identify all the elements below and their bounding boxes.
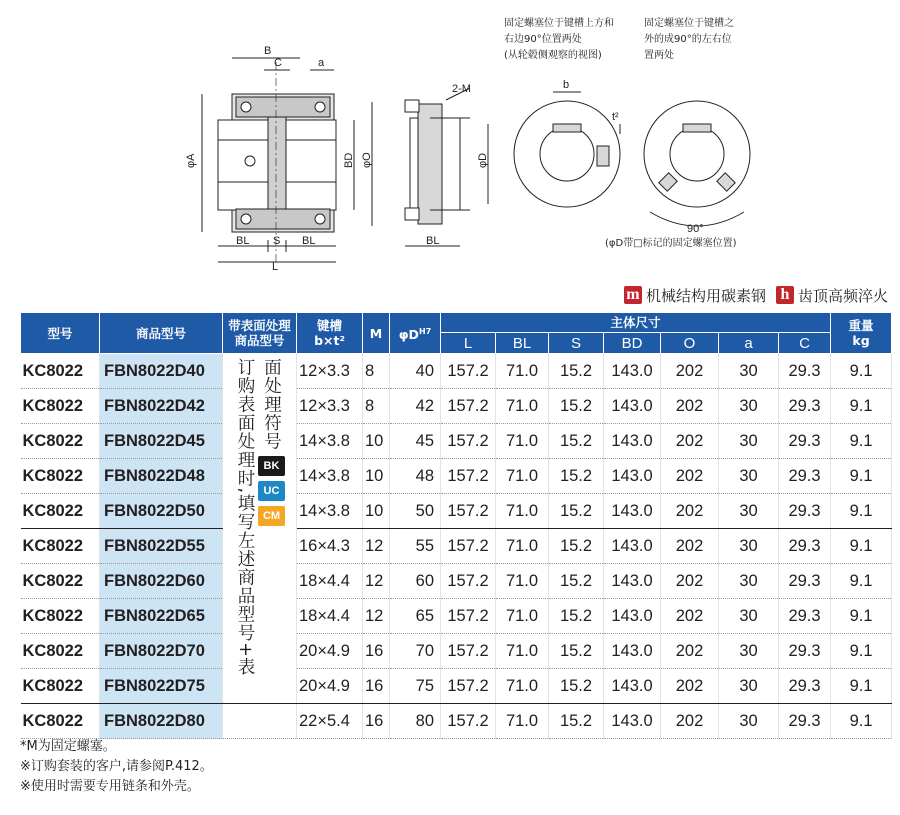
- cell-a: 30: [719, 424, 779, 459]
- material-label-hardening: 齿顶高频淬火: [797, 286, 888, 305]
- cell-a: 30: [719, 529, 779, 564]
- cell-d: 45: [390, 424, 441, 459]
- cell-m: 12: [363, 599, 390, 634]
- technical-drawing: [0, 0, 900, 280]
- table-row: [21, 459, 892, 494]
- cell-o: 202: [661, 494, 719, 529]
- cell-key: 14×3.8: [297, 424, 363, 459]
- cell-d: 55: [390, 529, 441, 564]
- cell-part: FBN8022D40: [100, 354, 223, 389]
- cell-s: 15.2: [549, 354, 604, 389]
- coupling-side-view: [405, 88, 470, 224]
- cell-part: FBN8022D65: [100, 599, 223, 634]
- dim-phi-a: φA: [185, 153, 197, 168]
- material-badge-h: h: [776, 286, 794, 304]
- cell-model: KC8022: [21, 494, 100, 529]
- cell-a: 30: [719, 564, 779, 599]
- cell-model: KC8022: [21, 599, 100, 634]
- cell-d: 75: [390, 669, 441, 704]
- table-row: [21, 599, 892, 634]
- cell-model: KC8022: [21, 669, 100, 704]
- header-surface: [223, 313, 297, 354]
- cell-l: 157.2: [441, 424, 496, 459]
- cell-s: 15.2: [549, 704, 604, 739]
- cell-bd: 143.0: [604, 354, 661, 389]
- table-row: [21, 529, 892, 564]
- cell-s: 15.2: [549, 564, 604, 599]
- cell-s: 15.2: [549, 634, 604, 669]
- dim-b: B: [264, 45, 272, 57]
- cell-o: 202: [661, 564, 719, 599]
- cell-s: 15.2: [549, 599, 604, 634]
- cell-kg: 9.1: [831, 669, 892, 704]
- cell-l: 157.2: [441, 389, 496, 424]
- keyway-view-right: [644, 101, 750, 226]
- table-row: [21, 669, 892, 704]
- cell-m: 10: [363, 424, 390, 459]
- cell-bl: 71.0: [496, 634, 549, 669]
- cell-d: 50: [390, 494, 441, 529]
- cell-key: 20×4.9: [297, 669, 363, 704]
- dim-phi-o: φO: [361, 152, 373, 168]
- cell-key: 16×4.3: [297, 529, 363, 564]
- cell-s: 15.2: [549, 494, 604, 529]
- cell-bl: 71.0: [496, 459, 549, 494]
- keyway-view-left: [514, 92, 620, 207]
- cell-s: 15.2: [549, 459, 604, 494]
- surface-note-right: 订购表面处理时,填写左述商品型号+表: [235, 358, 255, 677]
- cell-m: 12: [363, 529, 390, 564]
- dim-bl-left: BL: [236, 235, 250, 247]
- cell-s: 15.2: [549, 424, 604, 459]
- cell-o: 202: [661, 459, 719, 494]
- cell-o: 202: [661, 529, 719, 564]
- header-main-dims: 主体尺寸: [441, 313, 831, 333]
- cell-kg: 9.1: [831, 564, 892, 599]
- cell-key: 14×3.8: [297, 459, 363, 494]
- cell-o: 202: [661, 389, 719, 424]
- cell-d: 40: [390, 354, 441, 389]
- header-weight-line2: kg: [852, 333, 870, 348]
- cell-l: 157.2: [441, 669, 496, 704]
- cell-part: FBN8022D50: [100, 494, 223, 529]
- cell-a: 30: [719, 669, 779, 704]
- cell-o: 202: [661, 669, 719, 704]
- cell-bd: 143.0: [604, 634, 661, 669]
- dim-l: L: [272, 261, 279, 273]
- header-bd: BD: [604, 333, 661, 354]
- cell-c: 29.3: [779, 494, 831, 529]
- cell-key: 22×5.4: [297, 704, 363, 739]
- cell-part: FBN8022D75: [100, 669, 223, 704]
- surface-code-badge: CM: [258, 506, 285, 526]
- cell-bd: 143.0: [604, 424, 661, 459]
- cell-bl: 71.0: [496, 669, 549, 704]
- footnote-m: *M为固定螺塞。: [20, 739, 116, 754]
- cell-model: KC8022: [21, 704, 100, 739]
- cell-part: FBN8022D48: [100, 459, 223, 494]
- dim-2m: 2-M: [452, 83, 471, 95]
- cell-bl: 71.0: [496, 529, 549, 564]
- coupling-front-view: [218, 62, 336, 262]
- cell-key: 20×4.9: [297, 634, 363, 669]
- cell-bd: 143.0: [604, 389, 661, 424]
- note-left-line2: 右边90°位置两处: [504, 34, 582, 45]
- cell-part: FBN8022D80: [100, 704, 223, 739]
- cell-part: FBN8022D70: [100, 634, 223, 669]
- header-phi-d: [390, 313, 441, 354]
- material-badge-m: m: [624, 286, 642, 304]
- cell-l: 157.2: [441, 599, 496, 634]
- cell-part: FBN8022D55: [100, 529, 223, 564]
- material-legend: [624, 284, 888, 306]
- cell-d: 70: [390, 634, 441, 669]
- footnote-chain: ※使用时需要专用链条和外壳。: [20, 779, 200, 794]
- cell-bd: 143.0: [604, 599, 661, 634]
- cell-c: 29.3: [779, 389, 831, 424]
- cell-key: 14×3.8: [297, 494, 363, 529]
- cell-key: 12×3.3: [297, 354, 363, 389]
- cell-c: 29.3: [779, 704, 831, 739]
- dim-key-b: b: [563, 79, 570, 91]
- surface-treatment-empty: [223, 704, 297, 739]
- header-a: a: [719, 333, 779, 354]
- table-row: [21, 494, 892, 529]
- table-row: [21, 704, 892, 739]
- header-bl: BL: [496, 333, 549, 354]
- cell-d: 65: [390, 599, 441, 634]
- dim-phi-d: φD: [477, 152, 489, 168]
- cell-c: 29.3: [779, 564, 831, 599]
- surface-codes-column: [258, 358, 285, 676]
- cell-kg: 9.1: [831, 704, 892, 739]
- cell-c: 29.3: [779, 459, 831, 494]
- cell-bl: 71.0: [496, 354, 549, 389]
- note-left-line3: (从轮毂侧观察的视图): [504, 50, 602, 61]
- table-row: [21, 564, 892, 599]
- surface-code-badge: UC: [258, 481, 285, 501]
- note-left-line1: 固定螺塞位于键槽上方和: [504, 18, 614, 29]
- cell-a: 30: [719, 634, 779, 669]
- cell-a: 30: [719, 704, 779, 739]
- cell-l: 157.2: [441, 564, 496, 599]
- cell-bd: 143.0: [604, 669, 661, 704]
- cell-s: 15.2: [549, 529, 604, 564]
- cell-o: 202: [661, 599, 719, 634]
- dim-90deg: 90°: [687, 223, 704, 235]
- cell-kg: 9.1: [831, 389, 892, 424]
- header-product: 商品型号: [100, 313, 223, 354]
- cell-kg: 9.1: [831, 424, 892, 459]
- note-bottom: (φD带□标记的固定螺塞位置): [605, 238, 737, 249]
- header-c: C: [779, 333, 831, 354]
- cell-bd: 143.0: [604, 529, 661, 564]
- header-keyway-line1: 键槽: [316, 318, 342, 333]
- note-right-line1: 固定螺塞位于键槽之: [644, 18, 734, 29]
- cell-c: 29.3: [779, 529, 831, 564]
- cell-o: 202: [661, 704, 719, 739]
- note-right-line3: 置两处: [644, 50, 674, 61]
- cell-l: 157.2: [441, 494, 496, 529]
- surface-code-badge: BK: [258, 456, 285, 476]
- cell-m: 8: [363, 389, 390, 424]
- dim-c: C: [274, 57, 282, 69]
- note-right-line2: 外的成90°的左右位: [644, 34, 732, 45]
- header-model: 型号: [21, 313, 100, 354]
- cell-l: 157.2: [441, 529, 496, 564]
- footnote-set: ※订购套装的客户,请参阅P.412。: [20, 759, 213, 774]
- dim-bd: BD: [343, 152, 355, 168]
- dim-bl-side: BL: [426, 235, 440, 247]
- cell-a: 30: [719, 354, 779, 389]
- cell-m: 8: [363, 354, 390, 389]
- cell-c: 29.3: [779, 424, 831, 459]
- header-o: O: [661, 333, 719, 354]
- dim-key-t2: t²: [612, 111, 619, 123]
- table-row: [21, 634, 892, 669]
- table-row: [21, 354, 892, 389]
- cell-m: 16: [363, 704, 390, 739]
- dim-a: a: [318, 57, 325, 69]
- cell-model: KC8022: [21, 564, 100, 599]
- cell-l: 157.2: [441, 704, 496, 739]
- cell-o: 202: [661, 634, 719, 669]
- cell-s: 15.2: [549, 389, 604, 424]
- cell-bd: 143.0: [604, 494, 661, 529]
- cell-kg: 9.1: [831, 494, 892, 529]
- cell-key: 18×4.4: [297, 564, 363, 599]
- header-weight-line1: 重量: [848, 318, 874, 333]
- header-keyway: [297, 313, 363, 354]
- cell-m: 10: [363, 494, 390, 529]
- spec-table: [20, 312, 892, 739]
- table-row: [21, 389, 892, 424]
- cell-a: 30: [719, 459, 779, 494]
- cell-bd: 143.0: [604, 459, 661, 494]
- cell-model: KC8022: [21, 424, 100, 459]
- cell-c: 29.3: [779, 669, 831, 704]
- cell-a: 30: [719, 494, 779, 529]
- cell-kg: 9.1: [831, 529, 892, 564]
- cell-l: 157.2: [441, 634, 496, 669]
- cell-key: 12×3.3: [297, 389, 363, 424]
- header-m: M: [363, 313, 390, 354]
- cell-kg: 9.1: [831, 634, 892, 669]
- header-s: S: [549, 333, 604, 354]
- cell-a: 30: [719, 599, 779, 634]
- header-weight: [831, 313, 892, 354]
- cell-bl: 71.0: [496, 424, 549, 459]
- cell-l: 157.2: [441, 459, 496, 494]
- header-surface-line1: 带表面处理: [228, 318, 291, 333]
- cell-m: 10: [363, 459, 390, 494]
- cell-model: KC8022: [21, 354, 100, 389]
- cell-bl: 71.0: [496, 389, 549, 424]
- cell-bd: 143.0: [604, 564, 661, 599]
- cell-s: 15.2: [549, 669, 604, 704]
- cell-model: KC8022: [21, 459, 100, 494]
- cell-c: 29.3: [779, 354, 831, 389]
- header-phi-d-sup: H7: [418, 326, 432, 336]
- cell-c: 29.3: [779, 599, 831, 634]
- surface-treatment-cell: [223, 354, 297, 704]
- cell-part: FBN8022D42: [100, 389, 223, 424]
- cell-key: 18×4.4: [297, 599, 363, 634]
- cell-bl: 71.0: [496, 494, 549, 529]
- cell-d: 80: [390, 704, 441, 739]
- cell-l: 157.2: [441, 354, 496, 389]
- cell-part: FBN8022D60: [100, 564, 223, 599]
- cell-m: 12: [363, 564, 390, 599]
- cell-model: KC8022: [21, 389, 100, 424]
- cell-bl: 71.0: [496, 599, 549, 634]
- cell-model: KC8022: [21, 529, 100, 564]
- header-l: L: [441, 333, 496, 354]
- cell-o: 202: [661, 354, 719, 389]
- cell-m: 16: [363, 669, 390, 704]
- cell-bl: 71.0: [496, 704, 549, 739]
- cell-kg: 9.1: [831, 459, 892, 494]
- surface-note-left: 面处理符号: [261, 358, 282, 451]
- cell-model: KC8022: [21, 634, 100, 669]
- cell-kg: 9.1: [831, 599, 892, 634]
- cell-d: 48: [390, 459, 441, 494]
- dim-bl-right: BL: [302, 235, 316, 247]
- material-label-carbon-steel: 机械结构用碳素钢: [645, 286, 766, 305]
- header-surface-line2: 商品型号: [234, 333, 285, 348]
- cell-d: 42: [390, 389, 441, 424]
- table-body: [21, 354, 892, 739]
- cell-o: 202: [661, 424, 719, 459]
- cell-bl: 71.0: [496, 564, 549, 599]
- table-row: [21, 424, 892, 459]
- cell-a: 30: [719, 389, 779, 424]
- cell-kg: 9.1: [831, 354, 892, 389]
- cell-d: 60: [390, 564, 441, 599]
- cell-bd: 143.0: [604, 704, 661, 739]
- header-keyway-line2: b×t²: [314, 333, 345, 348]
- cell-part: FBN8022D45: [100, 424, 223, 459]
- dim-s: S: [273, 235, 281, 247]
- footnotes: [20, 737, 213, 797]
- header-phi-d-label: φD: [398, 327, 419, 343]
- cell-m: 16: [363, 634, 390, 669]
- cell-c: 29.3: [779, 634, 831, 669]
